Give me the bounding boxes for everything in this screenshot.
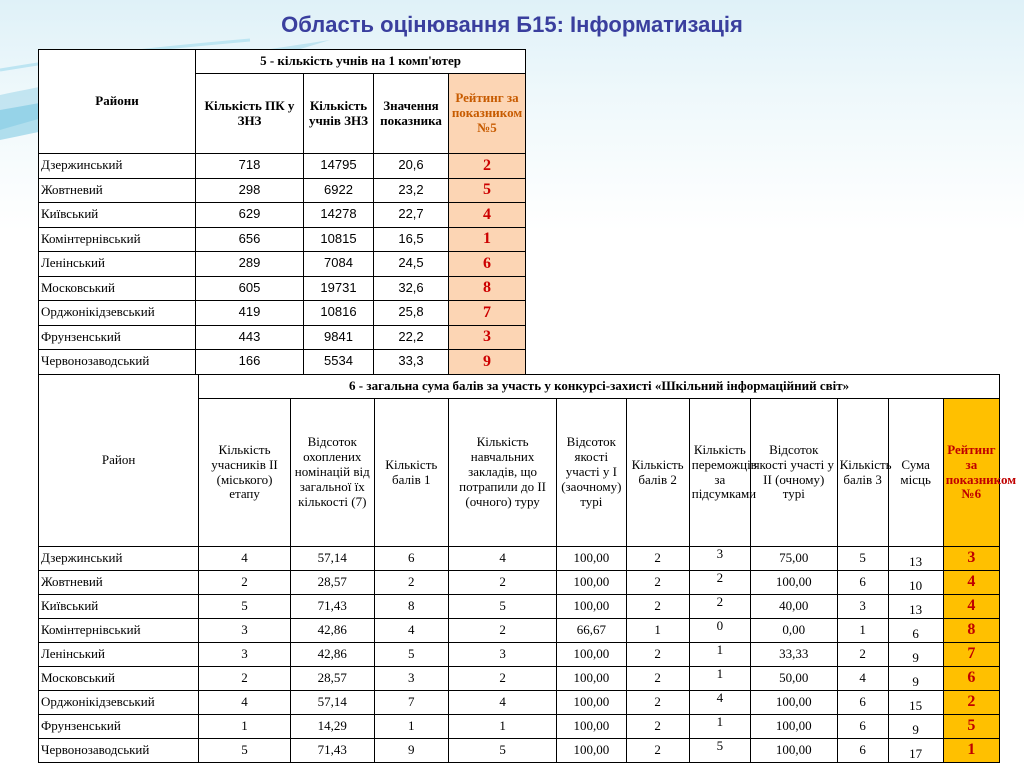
points-3: 3 bbox=[837, 595, 888, 619]
nominations-percent: 42,86 bbox=[290, 643, 374, 667]
col-rank5-header: Рейтинг за показником №5 bbox=[449, 74, 526, 154]
schools-count: 4 bbox=[449, 691, 557, 715]
district-name: Орджонікідзевський bbox=[39, 691, 199, 715]
quality-percent-1: 100,00 bbox=[557, 667, 626, 691]
points-1: 2 bbox=[374, 571, 448, 595]
col1-header: Кількість учасників ІІ (міського) етапу bbox=[199, 399, 291, 547]
winners-count: 1 bbox=[689, 667, 750, 691]
schools-count: 1 bbox=[449, 715, 557, 739]
group-header-6: 6 - загальна сума балів за участь у конкурсі-захисті «Шкільний інформаційний світ» bbox=[199, 375, 1000, 399]
rayony-header: Райони bbox=[39, 50, 196, 154]
points-2: 1 bbox=[626, 619, 689, 643]
pk-count: 419 bbox=[196, 301, 304, 326]
table-row bbox=[39, 350, 526, 375]
participants-count: 4 bbox=[199, 547, 291, 571]
indicator-value: 22,2 bbox=[374, 325, 449, 350]
points-1: 9 bbox=[374, 739, 448, 763]
district-name: Дзержинський bbox=[39, 154, 196, 179]
schools-count: 2 bbox=[449, 667, 557, 691]
students-count: 5534 bbox=[304, 350, 374, 375]
sum-of-places: 9 bbox=[888, 643, 943, 667]
participants-count: 2 bbox=[199, 667, 291, 691]
rank-cell: 7 bbox=[943, 643, 999, 667]
nominations-percent: 14,29 bbox=[290, 715, 374, 739]
table-row bbox=[39, 276, 526, 301]
col-students-header: Кількість учнів ЗНЗ bbox=[304, 74, 374, 154]
district-name: Фрунзенський bbox=[39, 325, 196, 350]
schools-count: 3 bbox=[449, 643, 557, 667]
winners-count: 4 bbox=[689, 691, 750, 715]
rank-cell: 1 bbox=[943, 739, 999, 763]
indicator-value: 33,3 bbox=[374, 350, 449, 375]
pk-count: 629 bbox=[196, 203, 304, 228]
points-1: 1 bbox=[374, 715, 448, 739]
sum-of-places: 9 bbox=[888, 667, 943, 691]
pk-count: 605 bbox=[196, 276, 304, 301]
col10-header: Сума місць bbox=[888, 399, 943, 547]
sum-of-places: 10 bbox=[888, 571, 943, 595]
district-name: Червонозаводський bbox=[39, 739, 199, 763]
rank-cell: 4 bbox=[943, 571, 999, 595]
pk-count: 289 bbox=[196, 252, 304, 277]
table-row bbox=[39, 643, 1000, 667]
quality-percent-2: 50,00 bbox=[750, 667, 837, 691]
district-name: Дзержинський bbox=[39, 547, 199, 571]
participants-count: 5 bbox=[199, 739, 291, 763]
quality-percent-2: 100,00 bbox=[750, 715, 837, 739]
participants-count: 2 bbox=[199, 571, 291, 595]
students-count: 9841 bbox=[304, 325, 374, 350]
indicator-value: 16,5 bbox=[374, 227, 449, 252]
district-name: Київський bbox=[39, 595, 199, 619]
schools-count: 2 bbox=[449, 619, 557, 643]
points-1: 3 bbox=[374, 667, 448, 691]
students-count: 6922 bbox=[304, 178, 374, 203]
rayon-header: Район bbox=[39, 375, 199, 547]
rank-cell: 7 bbox=[449, 301, 526, 326]
nominations-percent: 71,43 bbox=[290, 739, 374, 763]
rank-cell: 5 bbox=[449, 178, 526, 203]
winners-count: 1 bbox=[689, 643, 750, 667]
pk-count: 718 bbox=[196, 154, 304, 179]
indicator-value: 24,5 bbox=[374, 252, 449, 277]
pk-count: 166 bbox=[196, 350, 304, 375]
indicator-value: 23,2 bbox=[374, 178, 449, 203]
rank-cell: 9 bbox=[449, 350, 526, 375]
quality-percent-1: 100,00 bbox=[557, 715, 626, 739]
participants-count: 3 bbox=[199, 619, 291, 643]
quality-percent-2: 0,00 bbox=[750, 619, 837, 643]
quality-percent-1: 100,00 bbox=[557, 691, 626, 715]
table-row bbox=[39, 619, 1000, 643]
winners-count: 3 bbox=[689, 547, 750, 571]
quality-percent-1: 100,00 bbox=[557, 571, 626, 595]
schools-count: 4 bbox=[449, 547, 557, 571]
quality-percent-2: 100,00 bbox=[750, 571, 837, 595]
sum-of-places: 13 bbox=[888, 547, 943, 571]
pk-count: 656 bbox=[196, 227, 304, 252]
table-row bbox=[39, 691, 1000, 715]
students-count: 14278 bbox=[304, 203, 374, 228]
participants-count: 1 bbox=[199, 715, 291, 739]
quality-percent-1: 66,67 bbox=[557, 619, 626, 643]
table-row bbox=[39, 739, 1000, 763]
indicator-value: 32,6 bbox=[374, 276, 449, 301]
indicator-value: 25,8 bbox=[374, 301, 449, 326]
points-3: 6 bbox=[837, 691, 888, 715]
computers-table bbox=[38, 49, 526, 375]
table-row bbox=[39, 547, 1000, 571]
col6-header: Кількість балів 2 bbox=[626, 399, 689, 547]
sum-of-places: 15 bbox=[888, 691, 943, 715]
points-2: 2 bbox=[626, 739, 689, 763]
rank-cell: 2 bbox=[449, 154, 526, 179]
sum-of-places: 9 bbox=[888, 715, 943, 739]
district-name: Жовтневий bbox=[39, 178, 196, 203]
rank-cell: 6 bbox=[943, 667, 999, 691]
students-count: 7084 bbox=[304, 252, 374, 277]
participants-count: 4 bbox=[199, 691, 291, 715]
col-rank6-header: Рейтинг за показником №6 bbox=[943, 399, 999, 547]
col-value-header: Значення показника bbox=[374, 74, 449, 154]
points-2: 2 bbox=[626, 715, 689, 739]
points-3: 5 bbox=[837, 547, 888, 571]
quality-percent-1: 100,00 bbox=[557, 739, 626, 763]
nominations-percent: 28,57 bbox=[290, 571, 374, 595]
points-2: 2 bbox=[626, 643, 689, 667]
quality-percent-2: 100,00 bbox=[750, 739, 837, 763]
sum-of-places: 13 bbox=[888, 595, 943, 619]
winners-count: 1 bbox=[689, 715, 750, 739]
col5-header: Відсоток якості участі у І (заочному) турі bbox=[557, 399, 626, 547]
quality-percent-1: 100,00 bbox=[557, 547, 626, 571]
district-name: Ленінський bbox=[39, 252, 196, 277]
table-row bbox=[39, 571, 1000, 595]
winners-count: 0 bbox=[689, 619, 750, 643]
col4-header: Кількість навчальних закладів, що потрапили до ІІ (очного) туру bbox=[449, 399, 557, 547]
district-name: Ленінський bbox=[39, 643, 199, 667]
nominations-percent: 57,14 bbox=[290, 691, 374, 715]
students-count: 10815 bbox=[304, 227, 374, 252]
col3-header: Кількість балів 1 bbox=[374, 399, 448, 547]
district-name: Жовтневий bbox=[39, 571, 199, 595]
schools-count: 5 bbox=[449, 739, 557, 763]
table-row bbox=[39, 227, 526, 252]
table-row bbox=[39, 595, 1000, 619]
students-count: 10816 bbox=[304, 301, 374, 326]
col2-header: Відсоток охоплених номінацій від загальної їх кількості (7) bbox=[290, 399, 374, 547]
pk-count: 298 bbox=[196, 178, 304, 203]
sum-of-places: 17 bbox=[888, 739, 943, 763]
quality-percent-2: 75,00 bbox=[750, 547, 837, 571]
col8-header: Відсоток якості участі у ІІ (очному) турі bbox=[750, 399, 837, 547]
col-pk-header: Кількість ПК у ЗНЗ bbox=[196, 74, 304, 154]
table-row bbox=[39, 203, 526, 228]
points-3: 2 bbox=[837, 643, 888, 667]
contest-table bbox=[38, 374, 1017, 763]
rank-cell: 2 bbox=[943, 691, 999, 715]
points-3: 6 bbox=[837, 571, 888, 595]
table-row bbox=[39, 154, 526, 179]
indicator-value: 22,7 bbox=[374, 203, 449, 228]
district-name: Фрунзенський bbox=[39, 715, 199, 739]
points-3: 1 bbox=[837, 619, 888, 643]
rank-cell: 8 bbox=[449, 276, 526, 301]
points-1: 7 bbox=[374, 691, 448, 715]
points-2: 2 bbox=[626, 571, 689, 595]
rank-cell: 8 bbox=[943, 619, 999, 643]
schools-count: 5 bbox=[449, 595, 557, 619]
quality-percent-1: 100,00 bbox=[557, 595, 626, 619]
rank-cell: 3 bbox=[943, 547, 999, 571]
rank-cell: 3 bbox=[449, 325, 526, 350]
group-header-5: 5 - кількість учнів на 1 комп'ютер bbox=[196, 50, 526, 74]
district-name: Московський bbox=[39, 667, 199, 691]
winners-count: 2 bbox=[689, 571, 750, 595]
points-3: 6 bbox=[837, 739, 888, 763]
table-row bbox=[39, 178, 526, 203]
rank-cell: 1 bbox=[449, 227, 526, 252]
district-name: Московський bbox=[39, 276, 196, 301]
points-3: 6 bbox=[837, 715, 888, 739]
points-2: 2 bbox=[626, 691, 689, 715]
students-count: 14795 bbox=[304, 154, 374, 179]
indicator-value: 20,6 bbox=[374, 154, 449, 179]
district-name: Червонозаводський bbox=[39, 350, 196, 375]
rank-cell: 4 bbox=[943, 595, 999, 619]
participants-count: 3 bbox=[199, 643, 291, 667]
winners-count: 5 bbox=[689, 739, 750, 763]
col9-header: Кількість балів 3 bbox=[837, 399, 888, 547]
winners-count: 2 bbox=[689, 595, 750, 619]
points-2: 2 bbox=[626, 547, 689, 571]
table-row bbox=[39, 252, 526, 277]
quality-percent-2: 40,00 bbox=[750, 595, 837, 619]
rank-cell: 6 bbox=[449, 252, 526, 277]
district-name: Орджонікідзевський bbox=[39, 301, 196, 326]
points-1: 5 bbox=[374, 643, 448, 667]
table-row bbox=[39, 325, 526, 350]
quality-percent-1: 100,00 bbox=[557, 643, 626, 667]
page-title: Область оцінювання Б15: Інформатизація bbox=[281, 12, 743, 37]
nominations-percent: 42,86 bbox=[290, 619, 374, 643]
points-1: 6 bbox=[374, 547, 448, 571]
nominations-percent: 28,57 bbox=[290, 667, 374, 691]
nominations-percent: 71,43 bbox=[290, 595, 374, 619]
district-name: Комінтернівський bbox=[39, 227, 196, 252]
district-name: Комінтернівський bbox=[39, 619, 199, 643]
table-row bbox=[39, 667, 1000, 691]
district-name: Київський bbox=[39, 203, 196, 228]
points-2: 2 bbox=[626, 595, 689, 619]
points-1: 4 bbox=[374, 619, 448, 643]
points-2: 2 bbox=[626, 667, 689, 691]
students-count: 19731 bbox=[304, 276, 374, 301]
participants-count: 5 bbox=[199, 595, 291, 619]
rank-cell: 5 bbox=[943, 715, 999, 739]
quality-percent-2: 33,33 bbox=[750, 643, 837, 667]
nominations-percent: 57,14 bbox=[290, 547, 374, 571]
sum-of-places: 6 bbox=[888, 619, 943, 643]
col7-header: Кількість переможців за підсумками bbox=[689, 399, 750, 547]
quality-percent-2: 100,00 bbox=[750, 691, 837, 715]
pk-count: 443 bbox=[196, 325, 304, 350]
table-row bbox=[39, 301, 526, 326]
points-1: 8 bbox=[374, 595, 448, 619]
points-3: 4 bbox=[837, 667, 888, 691]
table-row bbox=[39, 715, 1000, 739]
schools-count: 2 bbox=[449, 571, 557, 595]
rank-cell: 4 bbox=[449, 203, 526, 228]
